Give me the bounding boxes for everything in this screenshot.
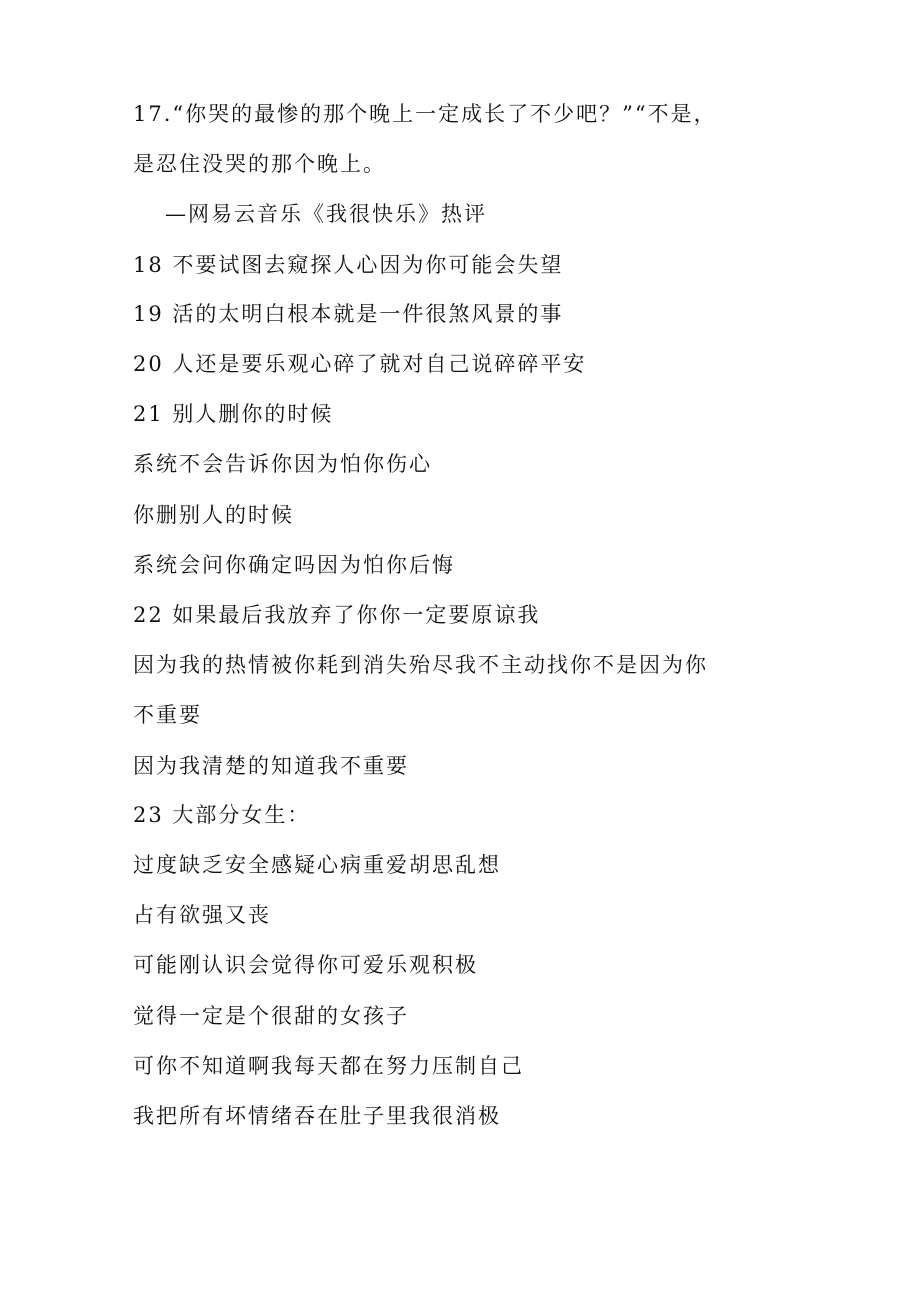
text-line-21b: 系统不会告诉你因为怕你伤心 [133, 452, 432, 476]
text-line-21: 21 别人删你的时候 [133, 402, 334, 426]
text-line-21c: 你删别人的时候 [133, 503, 294, 527]
text-line-23g: 我把所有坏情绪吞在肚子里我很消极 [133, 1104, 501, 1128]
text-line-23d: 可能刚认识会觉得你可爱乐观积极 [133, 953, 478, 977]
text-line-23: 23 大部分女生： [133, 803, 311, 827]
text-line-21d: 系统会问你确定吗因为怕你后悔 [133, 553, 455, 577]
text-line-22b: 因为我的热情被你耗到消失殆尽我不主动找你不是因为你 [133, 653, 708, 677]
text-line-22: 22 如果最后我放弃了你你一定要原谅我 [133, 603, 541, 627]
text-line-23c: 占有欲强又丧 [133, 903, 271, 927]
text-line-23e: 觉得一定是个很甜的女孩子 [133, 1004, 409, 1028]
text-line-17a: 17.“你哭的最惨的那个晚上一定成长了不少吧？”“不是， [133, 102, 717, 126]
text-line-20: 20 人还是要乐观心碎了就对自己说碎碎平安 [133, 352, 587, 376]
text-line-17b: 是忍住没哭的那个晚上。 [133, 152, 386, 176]
text-line-23f: 可你不知道啊我每天都在努力压制自己 [133, 1054, 524, 1078]
text-line-18: 18 不要试图去窥探人心因为你可能会失望 [133, 253, 564, 277]
attribution-line: —网易云音乐《我很快乐》热评 [165, 202, 487, 226]
text-line-19: 19 活的太明白根本就是一件很煞风景的事 [133, 302, 564, 326]
text-line-22c: 不重要 [133, 703, 202, 727]
text-line-23b: 过度缺乏安全感疑心病重爱胡思乱想 [133, 853, 501, 877]
text-line-22d: 因为我清楚的知道我不重要 [133, 754, 409, 778]
